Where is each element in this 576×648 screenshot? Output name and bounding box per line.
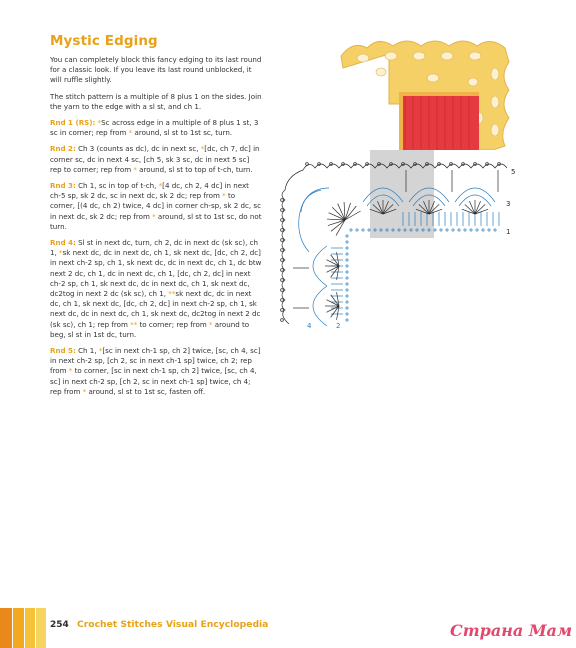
repeat-marker: * <box>208 319 213 329</box>
round-text: sk next dc, dc in next dc, ch 1, sk next dc, [dc, ch 2, dc] in next ch-2 sp, ch 1, sk next dc, dc in next dc, ch 1, sk next dc, dc2tog in next 2 dc (sk sc), ch 1; rep from <box>50 289 261 329</box>
round-text: around to beg, sl st in 1st dc, turn. <box>50 319 250 339</box>
round-label: Rnd 5: <box>50 346 76 356</box>
repeat-marker: * <box>200 144 205 154</box>
round-text: sk next dc, dc in next dc, ch 1, sk next dc, [dc, ch 2, dc] in next ch-2 sp, ch 1, sk next dc, dc in next dc, ch 1, dc btw next 2 dc, ch 1, dc in next dc, ch 1, [dc, ch 2, dc] in next ch-2 sp, ch 1, sk next dc, dc in next dc, ch 1, sk next dc, dc2tog in next 2 dc (sk sc), ch 1, <box>50 248 262 299</box>
repeat-marker: * <box>158 181 163 191</box>
round-text: [dc, ch 7, dc] in corner sc, dc in next 4 sc, [ch 5, sk 3 sc, dc in next 5 sc] rep to corner; rep from <box>50 144 260 174</box>
intro-paragraph-2: The stitch pattern is a multiple of 8 plus 1 on the sides. Join the yarn to the edge with a sl st, and ch 1. <box>50 91 262 111</box>
book-title: Crochet Stitches Visual Encyclopedia <box>77 619 269 630</box>
repeat-marker: * <box>98 346 103 356</box>
repeat-marker: * <box>222 191 226 201</box>
row-label-5: 5 <box>511 168 516 176</box>
page-title: Mystic Edging <box>50 33 158 49</box>
round-text: to corner, [(4 dc, ch 2) twice, 4 dc] in corner ch-sp, sk 2 dc, sc in next dc, sk 2 dc; rep from <box>50 191 262 221</box>
footer-color-bar <box>0 608 46 648</box>
row-label-3: 3 <box>506 200 511 208</box>
watermark: Страна Мам <box>450 621 573 640</box>
repeat-marker: * <box>128 128 133 138</box>
row-label-4: 4 <box>307 322 312 330</box>
round-text: around, sl st to top of t-ch, turn. <box>136 164 253 174</box>
round-label: Rnd 2: <box>50 144 76 154</box>
round-text: around, sl st to 1st sc, do not turn. <box>50 211 262 231</box>
round-text: around, sl st to 1st sc, turn. <box>132 128 233 138</box>
round-text: [sc in next ch-1 sp, ch 2] twice, [sc, ch 4, sc] in next ch-2 sp, [ch 2, sc in next ch-1 sp] twice, ch 2; rep from <box>50 346 261 376</box>
repeat-marker: ** <box>130 319 138 329</box>
round-label: Rnd 1 (RS): <box>50 118 96 128</box>
repeat-marker: * <box>82 386 87 396</box>
round-text: to corner; rep from <box>137 319 209 329</box>
round-text: around, sl st to 1st sc, fasten off. <box>86 386 206 396</box>
round-instruction <box>50 181 262 232</box>
repeat-marker: * <box>152 211 156 221</box>
rounds-list <box>50 118 262 397</box>
stitch-diagram <box>273 148 523 338</box>
round-instruction <box>50 346 262 397</box>
repeat-marker: * <box>97 118 102 128</box>
round-text: Ch 3 (counts as dc), dc in next sc, <box>75 144 201 154</box>
round-instruction <box>50 144 262 175</box>
round-text: Ch 1, sc in top of t-ch, <box>75 181 159 191</box>
row-label-1: 1 <box>506 228 511 236</box>
intro-paragraph: You can completely block this fancy edging to its last round for a classic look. If you leave its last round unblocked, it will ruffle slightly. <box>50 55 262 85</box>
repeat-marker: * <box>59 248 63 258</box>
repeat-marker: * <box>133 164 137 174</box>
round-instruction <box>50 238 262 340</box>
round-instruction <box>50 118 262 138</box>
edging-photo <box>333 34 516 150</box>
round-text: Ch 1, <box>75 346 99 356</box>
round-text: Sl st in next dc, turn, ch 2, dc in next dc (sk sc), ch 1, <box>50 238 259 258</box>
round-text: to corner, [sc in next ch-1 sp, ch 2] twice, [sc, ch 4, sc] in next ch-2 sp, [ch 2, sc in next ch-1 sp] twice, ch 4; rep from <box>50 366 257 396</box>
instructions-column <box>50 55 262 403</box>
round-text: [4 dc, ch 2, 4 dc] in next ch-5 sp, sk 2 dc, sc in next dc, sk 2 dc; rep from <box>50 181 249 201</box>
page-number: 254 <box>50 620 69 630</box>
round-text: Sc across edge in a multiple of 8 plus 1 st, 3 sc in corner; rep from <box>50 118 259 138</box>
repeat-marker: ** <box>168 289 176 299</box>
round-label: Rnd 3: <box>50 181 76 191</box>
repeat-marker: * <box>68 366 73 376</box>
row-label-2: 2 <box>336 322 341 330</box>
round-label: Rnd 4: <box>50 238 76 248</box>
